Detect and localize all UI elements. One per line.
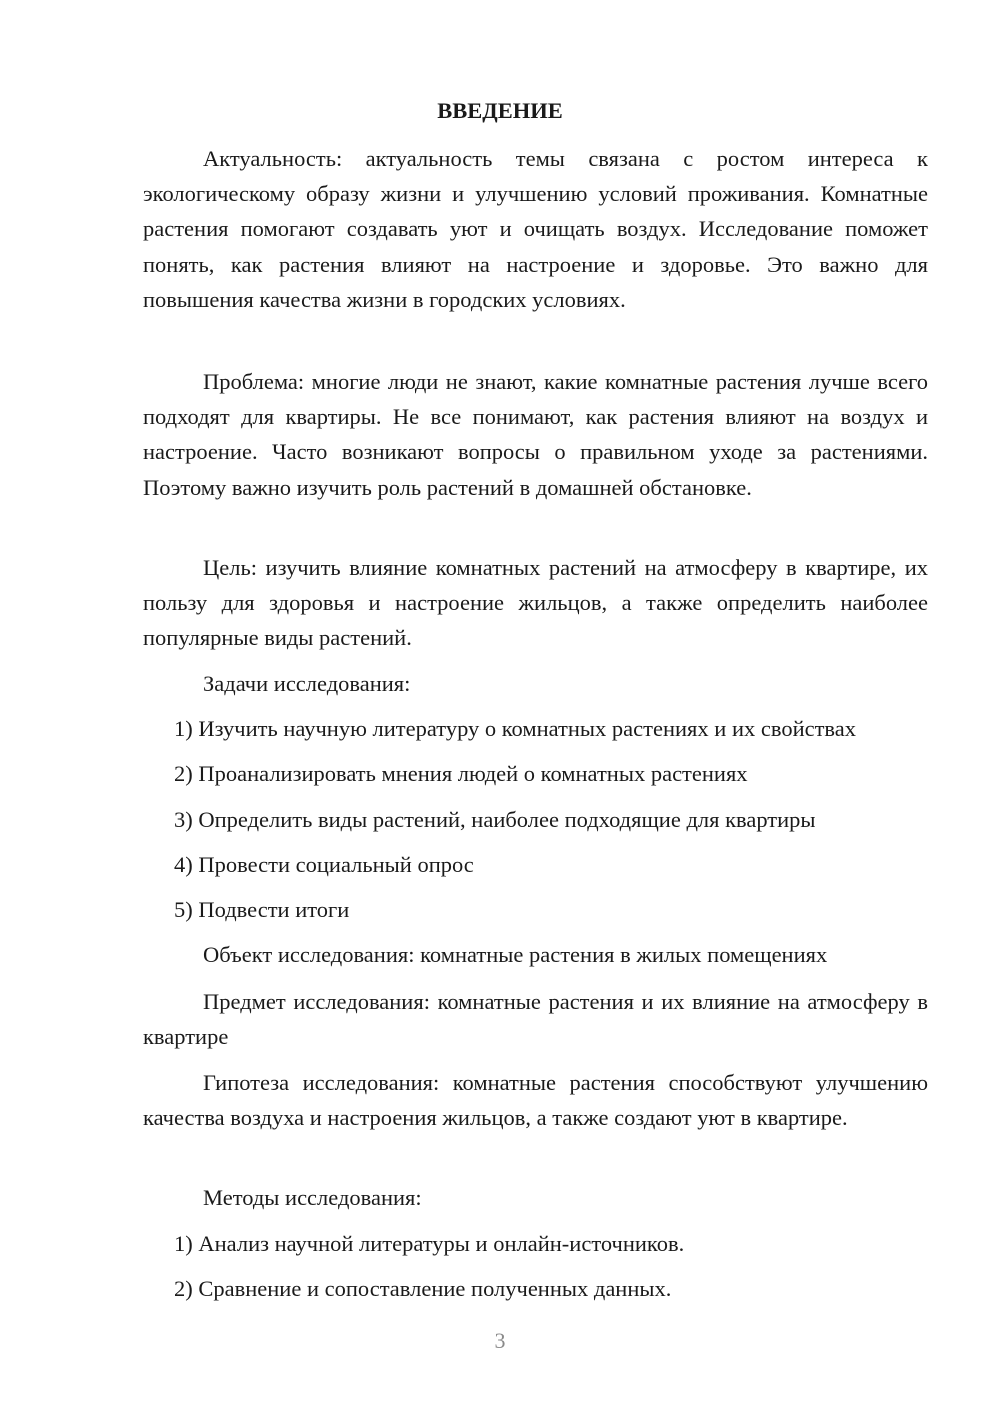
task-item: 5) Подвести итоги bbox=[174, 897, 350, 922]
hypothesis-paragraph: Гипотеза исследования: комнатные растения способствуют улучшению качества воздуха и настроения жильцов, а также создают уют в квартире. bbox=[143, 1070, 928, 1131]
task-item: 4) Провести социальный опрос bbox=[174, 852, 474, 877]
relevance-paragraph: Актуальность: актуальность темы связана с ростом интереса к экологическому образу жизни и улучшению условий проживания. Комнатные растения помогают создавать уют и очищать воздух. Исследование поможет понять, как растения влияют на настроение и здоровье. Это важно для повышения качества жизни в городских условиях. bbox=[143, 146, 928, 312]
method-item: 1) Анализ научной литературы и онлайн-источников. bbox=[174, 1231, 685, 1256]
task-item: 1) Изучить научную литературу о комнатных растениях и их свойствах bbox=[174, 716, 856, 741]
task-item: 2) Проанализировать мнения людей о комнатных растениях bbox=[174, 761, 748, 786]
page-number: 3 bbox=[494, 1328, 506, 1353]
page-title: ВВЕДЕНИЕ bbox=[437, 98, 563, 123]
problem-paragraph: Проблема: многие люди не знают, какие комнатные растения лучше всего подходят для квартиры. Не все понимают, как растения влияют на воздух и настроение. Часто возникают вопросы о правильном уходе за растениями. Поэтому важно изучить роль растений в домашней обстановке. bbox=[143, 369, 928, 500]
methods-heading: Методы исследования: bbox=[203, 1185, 422, 1210]
goal-paragraph: Цель: изучить влияние комнатных растений на атмосферу в квартире, их пользу для здоровья и настроение жильцов, а также определить наиболее популярные виды растений. bbox=[143, 555, 928, 651]
subject-paragraph: Предмет исследования: комнатные растения и их влияние на атмосферу в квартире bbox=[143, 989, 928, 1050]
task-item: 3) Определить виды растений, наиболее подходящие для квартиры bbox=[174, 807, 816, 832]
method-item: 2) Сравнение и сопоставление полученных данных. bbox=[174, 1276, 672, 1301]
tasks-heading: Задачи исследования: bbox=[203, 671, 411, 696]
object-paragraph: Объект исследования: комнатные растения в жилых помещениях bbox=[203, 942, 828, 967]
